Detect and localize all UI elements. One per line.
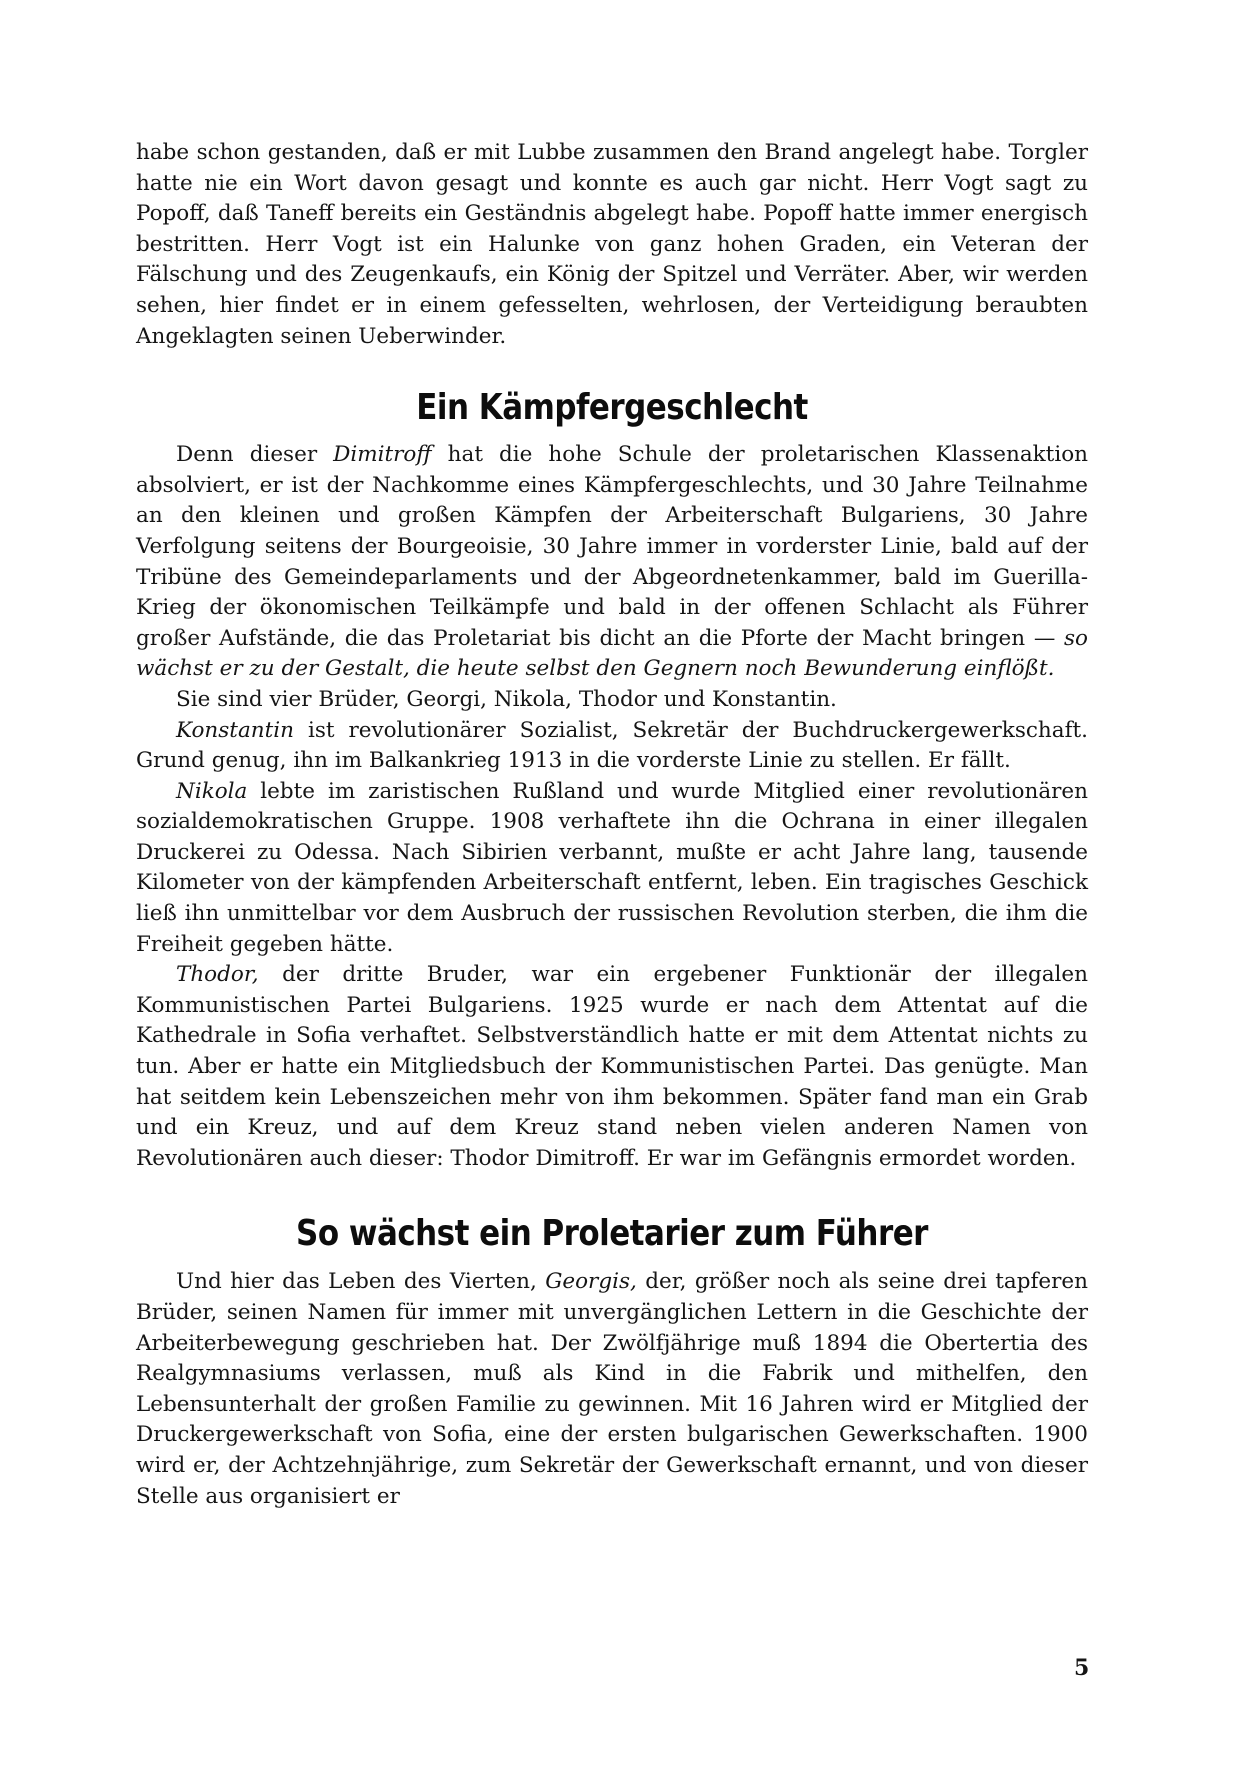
text-segment: Denn dieser (176, 442, 334, 468)
text-segment: der, größer noch als seine drei tapferen Brüder, seinen Namen für immer mit unvergänglichen Lettern in die Geschichte der Arbeiterbewegung geschrieben hat. Der Zwölfjährige muß 1894 die Obertertia des Realgymnasiums verlassen, muß als Kind in die Fabrik und mithelfen, den Lebensunterhalt der großen Familie zu gewinnen. Mit 16 Jahren wird er Mitglied der Druckergewerkschaft von Sofia, eine der ersten bulgarischen Gewerkschaften. 1900 wird er, der Achtzehnjährige, zum Sekretär der Gewerkschaft ernannt, und von dieser Stelle aus organisiert er (136, 1269, 1088, 1509)
text-segment: Und hier das Leben des Vierten, (176, 1269, 546, 1295)
paragraph-brothers: Sie sind vier Brüder, Georgi, Nikola, Thodor und Konstantin. (176, 686, 837, 712)
text-segment: der dritte Bruder, war ein ergebener Funktionär der illegalen Kommunistischen Partei Bulgariens. 1925 wurde er nach dem Attentat auf die Kathedrale in Sofia verhaftet. Selbstverständlich hatte er mit dem Attentat nichts zu tun. Aber er hatte ein Mitgliedsbuch der Kommunistischen Partei. Das genügte. Man hat seitdem kein Lebenszeichen mehr von ihm bekommen. Später fand man ein Grab und ein Kreuz, und auf dem Kreuz stand neben vielen anderen Namen von Revolutionären auch dieser: Thodor Dimitroff. Er war im Gefängnis ermordet worden. (136, 962, 1088, 1171)
text-segment: ist revolutionärer Sozialist, Sekretär der Buchdruckergewerkschaft. Grund genug, ihn im Balkankrieg 1913 in die vorderste Linie zu stellen. Er fällt. (136, 717, 1088, 774)
italic-name: Georgis, (545, 1269, 637, 1295)
section-heading-proletarier-fuehrer: So wächst ein Proletarier zum Führer (296, 1213, 928, 1255)
section-heading-kaempfergeschlecht: Ein Kämpfergeschlecht (416, 387, 808, 429)
paragraph-georgi (136, 1267, 1088, 1512)
paragraph-konstantin (136, 716, 1088, 777)
text-segment: lebte im zaristischen Rußland und wurde Mitglied einer revolutionären sozialdemokratischen Gruppe. 1908 verhaftete ihn die Ochrana in einer illegalen Druckerei zu Odessa. Nach Sibirien verbannt, mußte er acht Jahre lang, tausende Kilometer von der kämpfenden Arbeiterschaft entfernt, leben. Ein tragisches Geschick ließ ihn unmittelbar vor dem Ausbruch der russischen Revolution sterben, die ihm die Freiheit gegeben hätte. (136, 778, 1088, 957)
italic-name: Nikola (176, 778, 248, 804)
italic-name: Dimitroff (333, 442, 432, 468)
document-page (136, 138, 1088, 1512)
text-segment: hat die hohe Schule der proletarischen Klassenaktion absolviert, er ist der Nachkomme eines Kämpfergeschlechts, und 30 Jahre Teilnahme an den kleinen und großen Kämpfen der Arbeiterschaft Bulgariens, 30 Jahre Verfolgung seitens der Bourgeoisie, 30 Jahre immer in vorderster Linie, bald auf der Tribüne des Gemeindeparlaments und der Abgeordnetenkammer, bald im Guerilla-Krieg der ökonomischen Teilkämpfe und bald in der offenen Schlacht als Führer großer Aufstände, die das Proletariat bis dicht an die Pforte der Macht bringen — (136, 442, 1088, 651)
paragraph-thodor (136, 960, 1088, 1174)
paragraph-intro: habe schon gestanden, daß er mit Lubbe zusammen den Brand angelegt habe. Torgler hatte nie ein Wort davon gesagt und konnte es auch gar nicht. Herr Vogt sagt zu Popoff, daß Taneff bereits ein Geständnis abgelegt habe. Popoff hatte immer energisch bestritten. Herr Vogt ist ein Halunke von ganz hohen Graden, ein Veteran der Fälschung und des Zeugenkaufs, ein König der Spitzel und Verräter. Aber, wir werden sehen, hier findet er in einem gefesselten, wehrlosen, der Verteidigung beraubten Angeklagten seinen Ueberwinder. (136, 140, 1088, 349)
italic-name: Thodor, (176, 962, 259, 988)
italic-name: Konstantin (176, 717, 294, 743)
paragraph-dimitroff (136, 440, 1088, 685)
page-number: 5 (1074, 1655, 1090, 1681)
italic-sentence: so wächst er zu der Gestalt, die heute selbst den Gegnern noch Bewunderung einflößt. (136, 625, 1088, 682)
paragraph-nikola (136, 777, 1088, 961)
